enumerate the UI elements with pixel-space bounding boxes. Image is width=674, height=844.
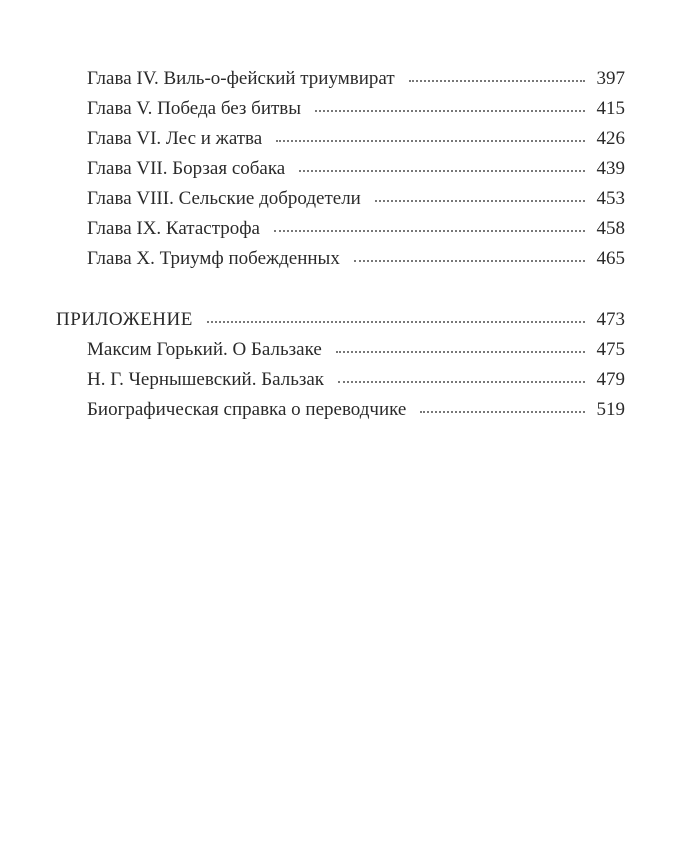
toc-entry-title: Н. Г. Чернышевский. Бальзак [87,369,325,390]
toc-entry-page-number: 458 [596,218,625,239]
toc-entry-chapter-8 [87,186,625,212]
toc-entry-title: Глава X. Триумф побежденных [87,248,340,269]
toc-entry-chapter-6 [87,126,625,152]
dot-leader [207,321,585,323]
toc-entry-page-number: 475 [596,339,625,360]
toc-entry-appendix-item-2 [87,367,625,393]
toc-entry-title: Биографическая справка о переводчике [87,399,407,420]
toc-entry-appendix-item-3 [87,397,625,423]
dot-leader [409,80,585,82]
toc-entry-title: Максим Горький. О Бальзаке [87,339,322,360]
toc-entry-appendix [56,307,625,333]
toc-entry-title: Глава VIII. Сельские добродетели [87,188,361,209]
dot-leader [315,110,584,112]
appendix-heading: ПРИЛОЖЕНИЕ [56,309,193,330]
toc-entry-page-number: 415 [596,98,625,119]
dot-leader [338,381,584,383]
toc-entry-page-number: 439 [596,158,625,179]
toc-entry-title: Глава V. Победа без битвы [87,98,302,119]
toc-entry-title: Глава VI. Лес и жатва [87,128,263,149]
toc-entry-title: Глава IX. Катастрофа [87,218,260,239]
toc-entry-title: Глава VII. Борзая собака [87,158,286,179]
toc-entry-page-number: 473 [596,309,625,330]
dot-leader [336,351,585,353]
toc-entry-page-number: 519 [596,399,625,420]
dot-leader [375,200,585,202]
toc-entry-chapter-9 [87,216,625,242]
toc-entry-chapter-10 [87,246,625,272]
dot-leader [354,260,585,262]
toc-entry-chapter-4 [87,66,625,92]
toc-entry-chapter-5 [87,96,625,122]
dot-leader [299,170,584,172]
toc-entry-page-number: 465 [596,248,625,269]
dot-leader [420,411,584,413]
toc-entry-page-number: 426 [596,128,625,149]
dot-leader [274,230,585,232]
toc-entry-appendix-item-1 [87,337,625,363]
toc-entry-page-number: 397 [596,68,625,89]
toc-entry-chapter-7 [87,156,625,182]
dot-leader [276,140,584,142]
toc-entry-title: Глава IV. Виль-о-фейский триумвират [87,68,395,89]
toc-entry-page-number: 479 [596,369,625,390]
toc-entry-page-number: 453 [596,188,625,209]
